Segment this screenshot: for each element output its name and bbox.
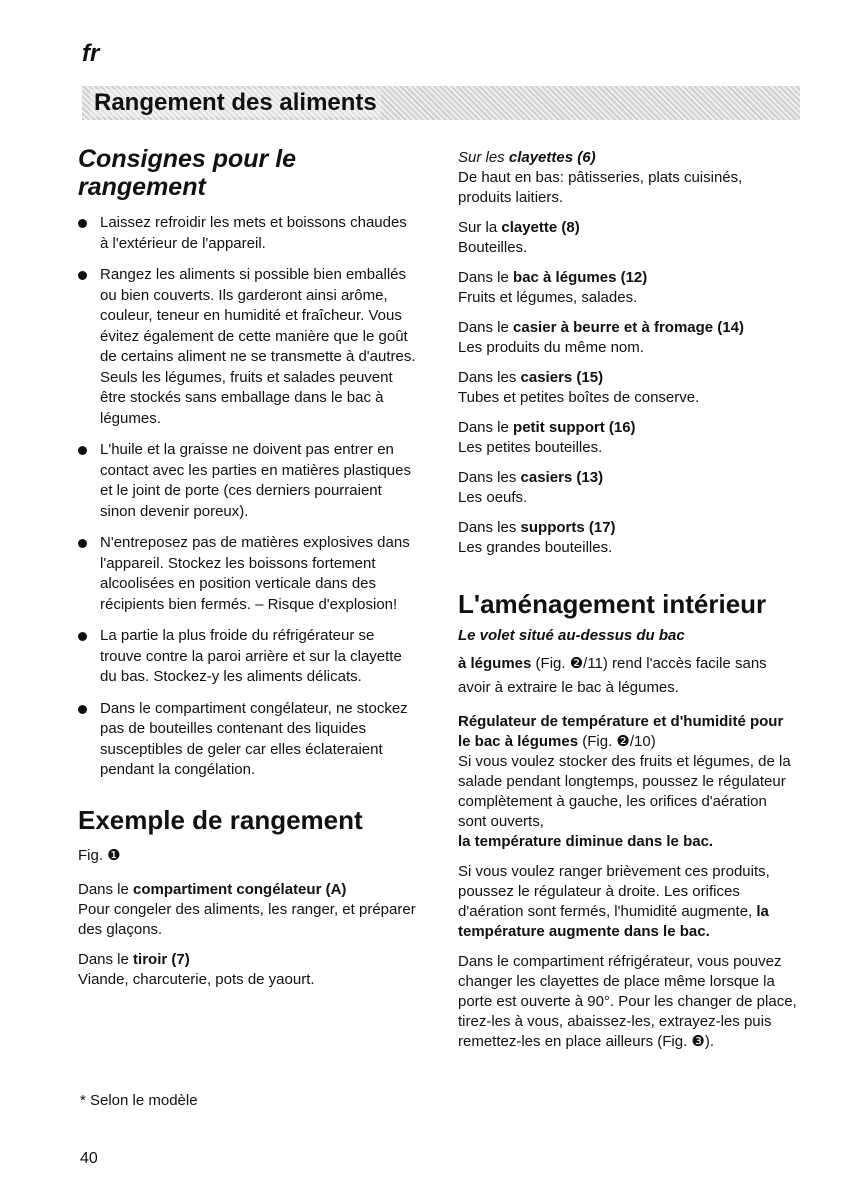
consignes-list (78, 213, 418, 781)
entry-text: Les grandes bouteilles. (458, 539, 613, 556)
entry-text: Les oeufs. (458, 489, 528, 506)
regulateur-text: Si vous voulez stocker des fruits et légumes, de la salade pendant longtemps, poussez le régulateur complètement à gauche, les orifices d'aération sont ouverts, (458, 753, 791, 830)
right-column (458, 148, 798, 1052)
entry-prefix: Dans le (458, 419, 514, 436)
entry-prefix: Dans le (458, 269, 514, 286)
left-column (78, 145, 418, 1000)
entry-prefix: Dans le (458, 319, 514, 336)
entry-prefix: Dans les (458, 469, 521, 486)
entry-prefix: Sur la (458, 219, 502, 236)
bref-bold: la température augmente dans le bac. (458, 903, 769, 940)
storage-entry (458, 268, 798, 308)
volet-bold: à légumes (458, 655, 532, 672)
footnote: * Selon le modèle (80, 1092, 198, 1109)
volet-heading: Le volet situé au-dessus du bac (458, 627, 685, 644)
amenagement-title: L'aménagement intérieur (458, 589, 767, 619)
entry-prefix: Dans le (78, 880, 134, 898)
entry-prefix: Dans les (458, 519, 521, 536)
entry-location: compartiment congélateur (A) (133, 880, 347, 898)
entry-location: casier à beurre et à fromage (14) (513, 319, 744, 336)
regulateur-fig: (Fig. ❷/10) (578, 733, 656, 750)
entry-text: Les petites bouteilles. (458, 439, 603, 456)
entry-location: casiers (13) (520, 469, 604, 486)
storage-entry (78, 950, 418, 990)
storage-entry (458, 148, 798, 208)
storage-entry (458, 218, 798, 258)
volet-text: (Fig. ❷/11) rend l'accès facile sans avoir à extraire le bac à légumes. (458, 655, 767, 696)
entry-text: Tubes et petites boîtes de conserve. (458, 389, 700, 406)
entry-location: casiers (15) (520, 369, 604, 386)
entry-text: Bouteilles. (458, 239, 528, 256)
entry-location: clayette (8) (501, 219, 580, 236)
entry-location: clayettes (6) (508, 149, 596, 166)
list-item: La partie la plus froide du réfrigérateur se trouve contre la paroi arrière et sur la clayette du bas. Stockez-y les aliments délicats. (78, 626, 418, 688)
storage-entry (458, 418, 798, 458)
bref-text: Si vous voulez ranger brièvement ces produits, poussez le régulateur à droite. Les orifices d'aération sont fermés, l'humidité augmente, (458, 863, 770, 920)
fig-label: Fig. ❶ (78, 846, 121, 864)
storage-entry (78, 880, 418, 940)
list-item: Dans le compartiment congélateur, ne stockez pas de bouteilles contenant des liquides susceptibles de geler car elles éclateraient pendant la congélation. (78, 699, 418, 781)
list-item: Rangez les aliments si possible bien emballés ou bien couverts. Ils garderont ainsi arôme, couleur, teneur en humidité et fraîcheur. Vous évitez également de cette manière que le goût de certains aliment ne se transmette à d'autres. Seuls les légumes, fruits et salades peuvent être stockés sans emballage dans le bac à légumes. (78, 265, 418, 429)
storage-entry (458, 518, 798, 558)
entry-text: De haut en bas: pâtisseries, plats cuisinés, produits laitiers. (458, 169, 743, 206)
entry-location: petit support (16) (513, 419, 636, 436)
entry-prefix: Dans le (78, 950, 134, 968)
list-item: Laissez refroidir les mets et boissons chaudes à l'extérieur de l'appareil. (78, 213, 418, 254)
entry-location: supports (17) (520, 519, 616, 536)
entry-prefix: Dans les (458, 369, 521, 386)
list-item: L'huile et la graisse ne doivent pas entrer en contact avec les parties en matières plastiques et le joint de porte (ces derniers pourraient sinon devenir poreux). (78, 440, 418, 522)
banner-title: Rangement des aliments (90, 89, 381, 117)
entry-text: Les produits du même nom. (458, 339, 644, 356)
list-item: N'entreposez pas de matières explosives dans l'appareil. Stockez les boissons fortement alcoolisées en position verticale dans des récipients bien fermés. – Risque d'explosion! (78, 533, 418, 615)
regulateur-heading: Régulateur de température et d'humidité pour le bac à légumes (458, 713, 784, 750)
entry-text: Fruits et légumes, salades. (458, 289, 638, 306)
clayettes-text: Dans le compartiment réfrigérateur, vous pouvez changer les clayettes de place même lorsque la porte est ouverte à 90°. Pour les changer de place, tirez-les à vous, abaissez-les, extrayez-les puis remettez-les en place ailleurs (Fig. ❸). (458, 953, 797, 1050)
consignes-title: Consignes pour le rangement (78, 145, 297, 201)
exemple-title: Exemple de rangement (78, 804, 363, 835)
entry-text: Pour congeler des aliments, les ranger, et préparer des glaçons. (78, 900, 416, 938)
entry-prefix: Sur les (458, 149, 509, 166)
regulateur-bold: la température diminue dans le bac. (458, 833, 714, 850)
entry-location: bac à légumes (12) (513, 269, 648, 286)
storage-entry (458, 368, 798, 408)
section-banner (82, 86, 800, 120)
storage-entry (458, 468, 798, 508)
language-code: fr (82, 40, 100, 67)
page-number: 40 (80, 1150, 98, 1167)
entry-location: tiroir (7) (133, 950, 190, 968)
entry-text: Viande, charcuterie, pots de yaourt. (78, 970, 315, 988)
storage-entry (458, 318, 798, 358)
